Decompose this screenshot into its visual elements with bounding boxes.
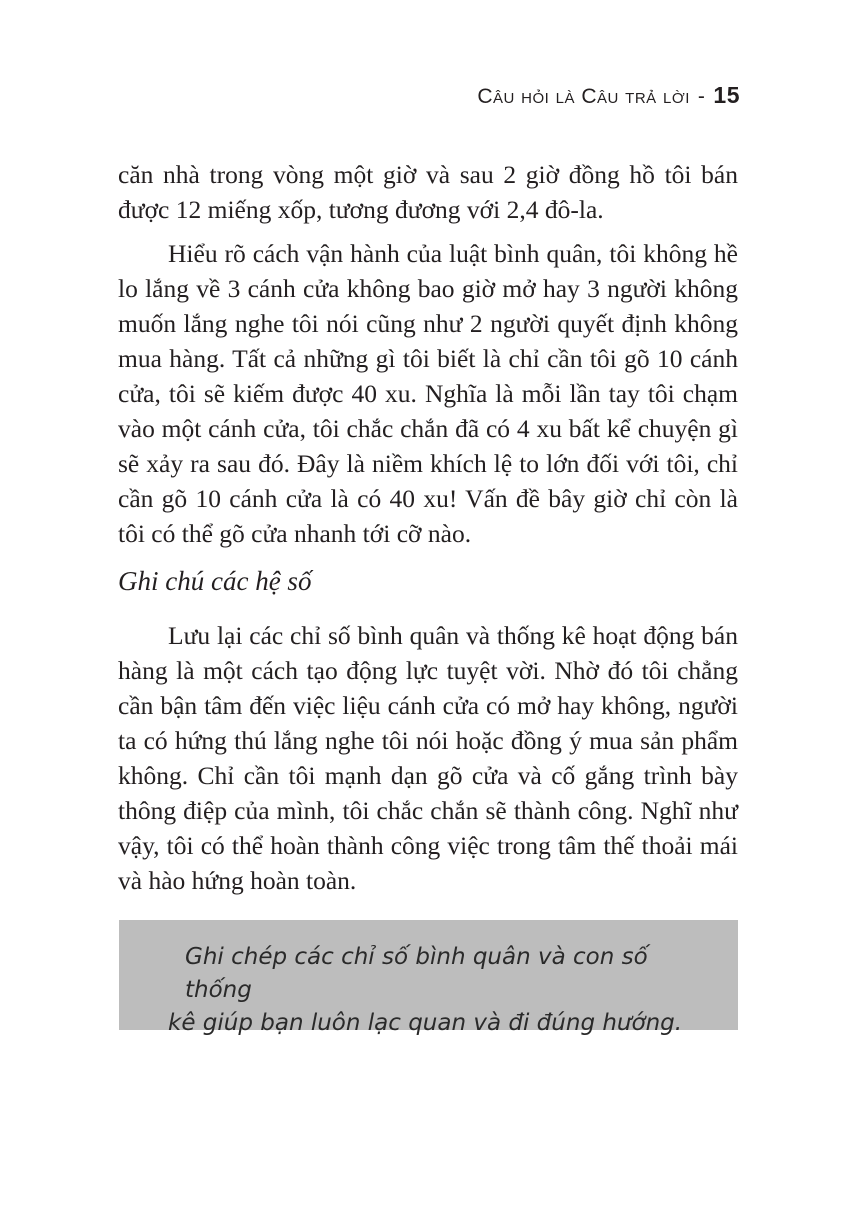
paragraph-text: Hiểu rõ cách vận hành của luật bình quân, tôi không hề lo lắng về 3 cánh cửa không bao giờ mở hay 3 người không muốn lắng nghe tôi nói cũng như 2 người quyết định không mua hàng. Tất cả những gì tôi biết là chỉ cần tôi gõ 10 cánh cửa, tôi sẽ kiếm được 40 xu. Nghĩa là mỗi lần tay tôi chạm vào một cánh cửa, tôi chắc chắn đã có 4 xu bất kể chuyện gì sẽ xảy ra sau đó. Đây là niềm khích lệ to lớn đối với tôi, chỉ cần gõ 10 cánh cửa là có 40 xu! Vấn đề bây giờ chỉ còn là tôi có thể gõ cửa nhanh tới cỡ nào.: [118, 239, 738, 548]
paragraph-text: căn nhà trong vòng một giờ và sau 2 giờ đồng hồ tôi bán được 12 miếng xốp, tương đương với 2,4 đô-la.: [118, 160, 738, 224]
paragraph-text: Lưu lại các chỉ số bình quân và thống kê hoạt động bán hàng là một cách tạo động lực tuyệt vời. Nhờ đó tôi chẳng cần bận tâm đến việc liệu cánh cửa có mở hay không, người ta có hứng thú lắng nghe tôi nói hoặc đồng ý mua sản phẩm không. Chỉ cần tôi mạnh dạn gõ cửa và cố gắng trình bày thông điệp của mình, tôi chắc chắn sẽ thành công. Nghĩ như vậy, tôi có thể hoàn thành công việc trong tâm thế thoải mái và hào hứng hoàn toàn.: [118, 621, 738, 895]
callout-line-2: kê giúp bạn luôn lạc quan và đi đúng hướng.: [168, 1010, 683, 1036]
body-paragraph-2: [118, 236, 738, 551]
body-paragraph-1: [118, 157, 738, 227]
section-heading: Ghi chú các hệ số: [118, 566, 312, 596]
page-number: 15: [713, 82, 740, 108]
header-separator: -: [697, 85, 706, 108]
callout-line-1: Ghi chép các chỉ số bình quân và con số thống: [185, 944, 648, 1003]
body-paragraph-3: [118, 618, 738, 898]
running-title: Câu hỏi là Câu trả lời: [477, 85, 690, 108]
callout-box: [119, 920, 738, 1036]
running-header: [477, 82, 740, 109]
